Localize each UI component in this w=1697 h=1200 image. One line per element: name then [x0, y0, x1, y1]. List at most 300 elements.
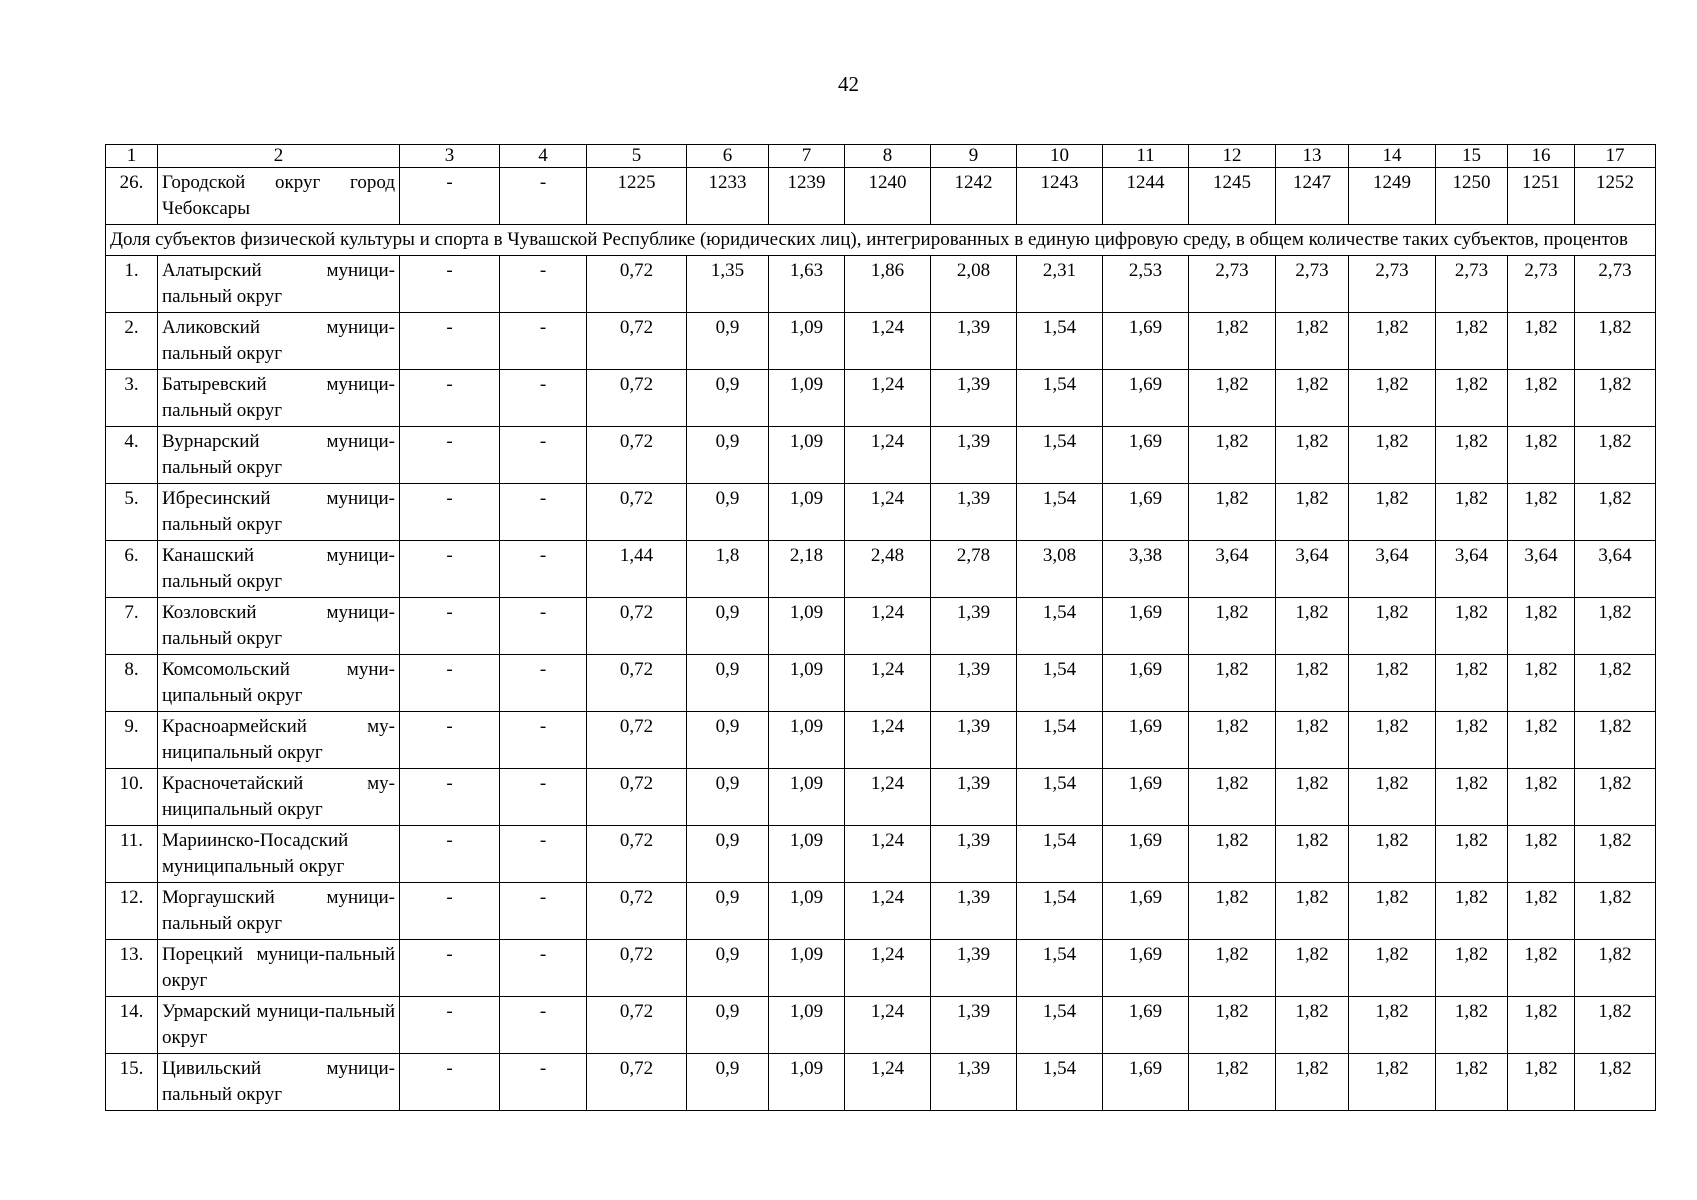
- value-cell: 1,24: [845, 769, 931, 826]
- value-cell: 1,82: [1575, 655, 1656, 712]
- value-cell: 1,82: [1575, 1054, 1656, 1111]
- value-cell: 0,72: [587, 997, 687, 1054]
- value-cell: 1,8: [687, 541, 769, 598]
- value-cell: -: [400, 256, 500, 313]
- value-cell: 1242: [931, 168, 1017, 225]
- value-cell: 1,82: [1349, 427, 1436, 484]
- value-cell: -: [400, 940, 500, 997]
- value-cell: 1,82: [1189, 484, 1276, 541]
- value-cell: 1,82: [1508, 826, 1575, 883]
- value-cell: -: [500, 427, 587, 484]
- value-cell: 1,82: [1508, 655, 1575, 712]
- section-title: Доля субъектов физической культуры и спорта в Чувашской Республике (юридических лиц), интегрированных в единую цифровую среду, в общем количестве таких субъектов, процентов: [106, 225, 1656, 256]
- value-cell: 1,54: [1017, 370, 1103, 427]
- value-cell: 1,82: [1189, 655, 1276, 712]
- value-cell: 1,54: [1017, 598, 1103, 655]
- row-name-cell: Цивильский муници-пальный округ: [158, 1054, 400, 1111]
- value-cell: 0,72: [587, 484, 687, 541]
- value-cell: -: [400, 826, 500, 883]
- value-cell: 3,64: [1349, 541, 1436, 598]
- table-row: [106, 313, 1656, 370]
- value-cell: 1,82: [1508, 370, 1575, 427]
- value-cell: 1,82: [1575, 427, 1656, 484]
- value-cell: 1,82: [1508, 712, 1575, 769]
- column-number-cell: 10: [1017, 145, 1103, 168]
- value-cell: 1,82: [1575, 826, 1656, 883]
- value-cell: 1,82: [1276, 712, 1349, 769]
- value-cell: 1250: [1436, 168, 1508, 225]
- row-number-cell: 26.: [106, 168, 158, 225]
- value-cell: 1,24: [845, 598, 931, 655]
- column-number-cell: 1: [106, 145, 158, 168]
- value-cell: -: [400, 769, 500, 826]
- value-cell: -: [500, 313, 587, 370]
- value-cell: 1,82: [1349, 997, 1436, 1054]
- value-cell: 1,09: [769, 484, 845, 541]
- value-cell: 1,82: [1508, 997, 1575, 1054]
- value-cell: 0,72: [587, 256, 687, 313]
- value-cell: -: [500, 997, 587, 1054]
- value-cell: -: [400, 313, 500, 370]
- value-cell: 1,82: [1276, 598, 1349, 655]
- value-cell: 1,82: [1349, 655, 1436, 712]
- value-cell: 1,82: [1349, 826, 1436, 883]
- value-cell: 3,64: [1575, 541, 1656, 598]
- value-cell: 1,09: [769, 655, 845, 712]
- header-row: [106, 145, 1656, 168]
- value-cell: 1,82: [1508, 769, 1575, 826]
- value-cell: 1,82: [1436, 1054, 1508, 1111]
- value-cell: 1,69: [1103, 883, 1189, 940]
- value-cell: 1,69: [1103, 484, 1189, 541]
- row-number-cell: 8.: [106, 655, 158, 712]
- value-cell: 1,82: [1575, 940, 1656, 997]
- row-number-cell: 2.: [106, 313, 158, 370]
- value-cell: -: [400, 712, 500, 769]
- value-cell: 1,09: [769, 883, 845, 940]
- value-cell: 1,82: [1436, 997, 1508, 1054]
- value-cell: 1,82: [1276, 940, 1349, 997]
- value-cell: 2,73: [1436, 256, 1508, 313]
- row-name-cell: Батыревский муници-пальный округ: [158, 370, 400, 427]
- value-cell: 1,24: [845, 427, 931, 484]
- value-cell: -: [400, 370, 500, 427]
- row-name-cell: Вурнарский муници-пальный округ: [158, 427, 400, 484]
- value-cell: 1,82: [1276, 883, 1349, 940]
- value-cell: 1,82: [1436, 769, 1508, 826]
- value-cell: -: [500, 655, 587, 712]
- value-cell: 1,09: [769, 997, 845, 1054]
- value-cell: 1,54: [1017, 940, 1103, 997]
- value-cell: 1,24: [845, 484, 931, 541]
- value-cell: 1,09: [769, 370, 845, 427]
- column-number-cell: 5: [587, 145, 687, 168]
- value-cell: 1,39: [931, 484, 1017, 541]
- row-number-cell: 12.: [106, 883, 158, 940]
- row-name-cell: Порецкий муници-пальный округ: [158, 940, 400, 997]
- value-cell: 1,82: [1189, 1054, 1276, 1111]
- value-cell: 1,82: [1276, 997, 1349, 1054]
- row-number-cell: 9.: [106, 712, 158, 769]
- row-name-cell: Комсомольский муни-ципальный округ: [158, 655, 400, 712]
- page-number: 42: [838, 72, 859, 96]
- value-cell: 1,82: [1436, 370, 1508, 427]
- value-cell: 1244: [1103, 168, 1189, 225]
- value-cell: 1,82: [1276, 826, 1349, 883]
- value-cell: 3,08: [1017, 541, 1103, 598]
- value-cell: -: [400, 541, 500, 598]
- column-number-cell: 12: [1189, 145, 1276, 168]
- value-cell: 1233: [687, 168, 769, 225]
- row-name-cell: Ибресинский муници-пальный округ: [158, 484, 400, 541]
- value-cell: 1,82: [1575, 598, 1656, 655]
- value-cell: 1,82: [1349, 484, 1436, 541]
- row-number-cell: 15.: [106, 1054, 158, 1111]
- value-cell: 1,82: [1276, 769, 1349, 826]
- value-cell: 1245: [1189, 168, 1276, 225]
- value-cell: 1,54: [1017, 997, 1103, 1054]
- value-cell: 2,31: [1017, 256, 1103, 313]
- value-cell: 0,9: [687, 655, 769, 712]
- value-cell: 1,82: [1276, 1054, 1349, 1111]
- value-cell: 2,48: [845, 541, 931, 598]
- value-cell: 1,69: [1103, 427, 1189, 484]
- value-cell: 1,82: [1575, 997, 1656, 1054]
- row-name-cell: Красночетайский му-ниципальный округ: [158, 769, 400, 826]
- value-cell: 2,73: [1276, 256, 1349, 313]
- value-cell: 2,08: [931, 256, 1017, 313]
- value-cell: 1,09: [769, 598, 845, 655]
- column-number-cell: 11: [1103, 145, 1189, 168]
- value-cell: 1,39: [931, 712, 1017, 769]
- table-row: [106, 1054, 1656, 1111]
- value-cell: 3,64: [1276, 541, 1349, 598]
- value-cell: 1,82: [1508, 940, 1575, 997]
- row-number-cell: 10.: [106, 769, 158, 826]
- value-cell: 3,64: [1436, 541, 1508, 598]
- value-cell: 1,82: [1189, 427, 1276, 484]
- row-number-cell: 11.: [106, 826, 158, 883]
- value-cell: 1,82: [1349, 940, 1436, 997]
- value-cell: -: [400, 997, 500, 1054]
- value-cell: 0,72: [587, 826, 687, 883]
- value-cell: 1,54: [1017, 484, 1103, 541]
- value-cell: 0,9: [687, 997, 769, 1054]
- value-cell: 1,82: [1189, 826, 1276, 883]
- section-row: [106, 225, 1656, 256]
- table-row: [106, 826, 1656, 883]
- value-cell: 1,44: [587, 541, 687, 598]
- value-cell: 1,69: [1103, 370, 1189, 427]
- value-cell: 1,82: [1189, 598, 1276, 655]
- row-number-cell: 3.: [106, 370, 158, 427]
- value-cell: 1,82: [1349, 1054, 1436, 1111]
- value-cell: 1,82: [1575, 370, 1656, 427]
- value-cell: 1247: [1276, 168, 1349, 225]
- table-row: [106, 997, 1656, 1054]
- value-cell: 3,64: [1508, 541, 1575, 598]
- value-cell: 1,39: [931, 598, 1017, 655]
- value-cell: 1,82: [1508, 313, 1575, 370]
- value-cell: 1,69: [1103, 712, 1189, 769]
- value-cell: 1,54: [1017, 769, 1103, 826]
- table-row: [106, 769, 1656, 826]
- value-cell: 1,09: [769, 940, 845, 997]
- value-cell: 1,39: [931, 313, 1017, 370]
- value-cell: -: [500, 598, 587, 655]
- value-cell: 1,82: [1276, 427, 1349, 484]
- value-cell: 1,54: [1017, 313, 1103, 370]
- column-number-cell: 2: [158, 145, 400, 168]
- column-number-cell: 4: [500, 145, 587, 168]
- row-name-cell: Канашский муници-пальный округ: [158, 541, 400, 598]
- table-row: [106, 598, 1656, 655]
- value-cell: 1,69: [1103, 769, 1189, 826]
- value-cell: 1,54: [1017, 826, 1103, 883]
- value-cell: 1,69: [1103, 655, 1189, 712]
- value-cell: 0,72: [587, 427, 687, 484]
- value-cell: 3,38: [1103, 541, 1189, 598]
- value-cell: 1,24: [845, 655, 931, 712]
- value-cell: -: [500, 168, 587, 225]
- value-cell: 0,9: [687, 940, 769, 997]
- value-cell: 1,69: [1103, 826, 1189, 883]
- value-cell: 1,54: [1017, 712, 1103, 769]
- value-cell: 0,72: [587, 370, 687, 427]
- table-row: [106, 427, 1656, 484]
- column-number-cell: 14: [1349, 145, 1436, 168]
- value-cell: 1,39: [931, 1054, 1017, 1111]
- value-cell: -: [400, 598, 500, 655]
- value-cell: -: [500, 1054, 587, 1111]
- value-cell: 0,9: [687, 484, 769, 541]
- data-table: [105, 144, 1656, 1111]
- value-cell: 2,78: [931, 541, 1017, 598]
- value-cell: 1,39: [931, 370, 1017, 427]
- value-cell: 1,82: [1436, 484, 1508, 541]
- table-row: [106, 883, 1656, 940]
- table-row: [106, 940, 1656, 997]
- value-cell: 1,82: [1349, 598, 1436, 655]
- value-cell: 2,53: [1103, 256, 1189, 313]
- value-cell: -: [500, 370, 587, 427]
- value-cell: 2,73: [1189, 256, 1276, 313]
- value-cell: 1,82: [1189, 370, 1276, 427]
- column-number-cell: 3: [400, 145, 500, 168]
- value-cell: 0,9: [687, 313, 769, 370]
- row-name-cell: Аликовский муници-пальный округ: [158, 313, 400, 370]
- value-cell: 1,82: [1508, 883, 1575, 940]
- value-cell: 1,09: [769, 712, 845, 769]
- table-row: [106, 484, 1656, 541]
- value-cell: 2,73: [1575, 256, 1656, 313]
- value-cell: 1,82: [1276, 655, 1349, 712]
- row-number-cell: 1.: [106, 256, 158, 313]
- value-cell: 1,82: [1575, 313, 1656, 370]
- value-cell: 1,82: [1575, 484, 1656, 541]
- value-cell: 1,39: [931, 427, 1017, 484]
- value-cell: 1,69: [1103, 313, 1189, 370]
- value-cell: 0,9: [687, 598, 769, 655]
- value-cell: 1,39: [931, 940, 1017, 997]
- value-cell: 0,72: [587, 940, 687, 997]
- value-cell: 1,63: [769, 256, 845, 313]
- table-body: [106, 145, 1656, 1111]
- value-cell: 0,9: [687, 427, 769, 484]
- value-cell: 1,82: [1508, 484, 1575, 541]
- value-cell: 1,82: [1575, 883, 1656, 940]
- row-name-cell: Городской округ город Чебоксары: [158, 168, 400, 225]
- value-cell: 1,69: [1103, 997, 1189, 1054]
- column-number-cell: 13: [1276, 145, 1349, 168]
- row-number-cell: 4.: [106, 427, 158, 484]
- value-cell: 1,82: [1189, 940, 1276, 997]
- column-number-cell: 9: [931, 145, 1017, 168]
- value-cell: 1,24: [845, 997, 931, 1054]
- value-cell: 1,39: [931, 997, 1017, 1054]
- value-cell: 1,82: [1189, 997, 1276, 1054]
- value-cell: 1251: [1508, 168, 1575, 225]
- value-cell: -: [500, 256, 587, 313]
- value-cell: 1,82: [1349, 313, 1436, 370]
- value-cell: 1,39: [931, 883, 1017, 940]
- value-cell: 1,82: [1276, 370, 1349, 427]
- value-cell: -: [500, 541, 587, 598]
- column-number-cell: 6: [687, 145, 769, 168]
- value-cell: 1,82: [1436, 712, 1508, 769]
- value-cell: 2,18: [769, 541, 845, 598]
- value-cell: 1,82: [1436, 940, 1508, 997]
- value-cell: 0,72: [587, 883, 687, 940]
- value-cell: 1,82: [1189, 883, 1276, 940]
- value-cell: 1,82: [1276, 313, 1349, 370]
- value-cell: 1,82: [1349, 883, 1436, 940]
- value-cell: -: [400, 168, 500, 225]
- value-cell: 2,73: [1508, 256, 1575, 313]
- column-number-cell: 16: [1508, 145, 1575, 168]
- value-cell: 1,69: [1103, 1054, 1189, 1111]
- row-name-cell: Козловский муници-пальный округ: [158, 598, 400, 655]
- value-cell: 1249: [1349, 168, 1436, 225]
- value-cell: 0,72: [587, 769, 687, 826]
- value-cell: 1243: [1017, 168, 1103, 225]
- value-cell: 1252: [1575, 168, 1656, 225]
- value-cell: 1,39: [931, 655, 1017, 712]
- value-cell: 1,82: [1189, 769, 1276, 826]
- value-cell: 1,24: [845, 712, 931, 769]
- column-number-cell: 15: [1436, 145, 1508, 168]
- column-number-cell: 7: [769, 145, 845, 168]
- value-cell: 1,82: [1436, 427, 1508, 484]
- value-cell: -: [500, 940, 587, 997]
- value-cell: 1,86: [845, 256, 931, 313]
- value-cell: 1,09: [769, 427, 845, 484]
- value-cell: 0,9: [687, 1054, 769, 1111]
- value-cell: 0,72: [587, 1054, 687, 1111]
- value-cell: 1,24: [845, 1054, 931, 1111]
- value-cell: 1,82: [1276, 484, 1349, 541]
- value-cell: 1,54: [1017, 883, 1103, 940]
- value-cell: 1,54: [1017, 1054, 1103, 1111]
- row-number-cell: 5.: [106, 484, 158, 541]
- value-cell: -: [400, 427, 500, 484]
- value-cell: 1,69: [1103, 598, 1189, 655]
- row-name-cell: Алатырский муници-пальный округ: [158, 256, 400, 313]
- value-cell: 0,72: [587, 655, 687, 712]
- column-number-cell: 17: [1575, 145, 1656, 168]
- value-cell: -: [400, 655, 500, 712]
- value-cell: 1240: [845, 168, 931, 225]
- table-row: [106, 655, 1656, 712]
- row-name-cell: Мариинско-Посадский муниципальный округ: [158, 826, 400, 883]
- value-cell: 1,09: [769, 769, 845, 826]
- value-cell: 1,82: [1349, 370, 1436, 427]
- value-cell: -: [400, 1054, 500, 1111]
- value-cell: 1,82: [1575, 769, 1656, 826]
- value-cell: 1,54: [1017, 427, 1103, 484]
- value-cell: 1,82: [1436, 598, 1508, 655]
- row-name-cell: Урмарский муници-пальный округ: [158, 997, 400, 1054]
- value-cell: 1,09: [769, 826, 845, 883]
- value-cell: 3,64: [1189, 541, 1276, 598]
- row-name-cell: Красноармейский му-ниципальный округ: [158, 712, 400, 769]
- value-cell: 1,82: [1349, 712, 1436, 769]
- value-cell: -: [500, 712, 587, 769]
- value-cell: 1,82: [1189, 712, 1276, 769]
- value-cell: 0,72: [587, 712, 687, 769]
- value-cell: 0,9: [687, 826, 769, 883]
- value-cell: 2,73: [1349, 256, 1436, 313]
- value-cell: -: [500, 769, 587, 826]
- table-row: [106, 168, 1656, 225]
- value-cell: 1225: [587, 168, 687, 225]
- value-cell: 0,9: [687, 769, 769, 826]
- value-cell: 0,72: [587, 313, 687, 370]
- column-number-cell: 8: [845, 145, 931, 168]
- value-cell: 1,35: [687, 256, 769, 313]
- value-cell: 1,82: [1436, 883, 1508, 940]
- value-cell: -: [500, 883, 587, 940]
- value-cell: 0,9: [687, 370, 769, 427]
- value-cell: -: [500, 484, 587, 541]
- value-cell: 1,82: [1436, 313, 1508, 370]
- row-number-cell: 14.: [106, 997, 158, 1054]
- value-cell: 1,82: [1575, 712, 1656, 769]
- row-name-cell: Моргаушский муници-пальный округ: [158, 883, 400, 940]
- value-cell: 0,9: [687, 712, 769, 769]
- value-cell: 1,24: [845, 370, 931, 427]
- table-row: [106, 712, 1656, 769]
- value-cell: -: [400, 883, 500, 940]
- value-cell: 1,69: [1103, 940, 1189, 997]
- value-cell: 1,82: [1508, 598, 1575, 655]
- value-cell: 1,39: [931, 826, 1017, 883]
- value-cell: 1,24: [845, 883, 931, 940]
- value-cell: -: [400, 484, 500, 541]
- value-cell: 1,54: [1017, 655, 1103, 712]
- value-cell: 1,24: [845, 940, 931, 997]
- value-cell: -: [500, 826, 587, 883]
- value-cell: 1239: [769, 168, 845, 225]
- row-number-cell: 13.: [106, 940, 158, 997]
- table-row: [106, 256, 1656, 313]
- value-cell: 1,82: [1508, 427, 1575, 484]
- table-row: [106, 541, 1656, 598]
- value-cell: 1,09: [769, 313, 845, 370]
- value-cell: 0,72: [587, 598, 687, 655]
- row-number-cell: 6.: [106, 541, 158, 598]
- value-cell: 1,39: [931, 769, 1017, 826]
